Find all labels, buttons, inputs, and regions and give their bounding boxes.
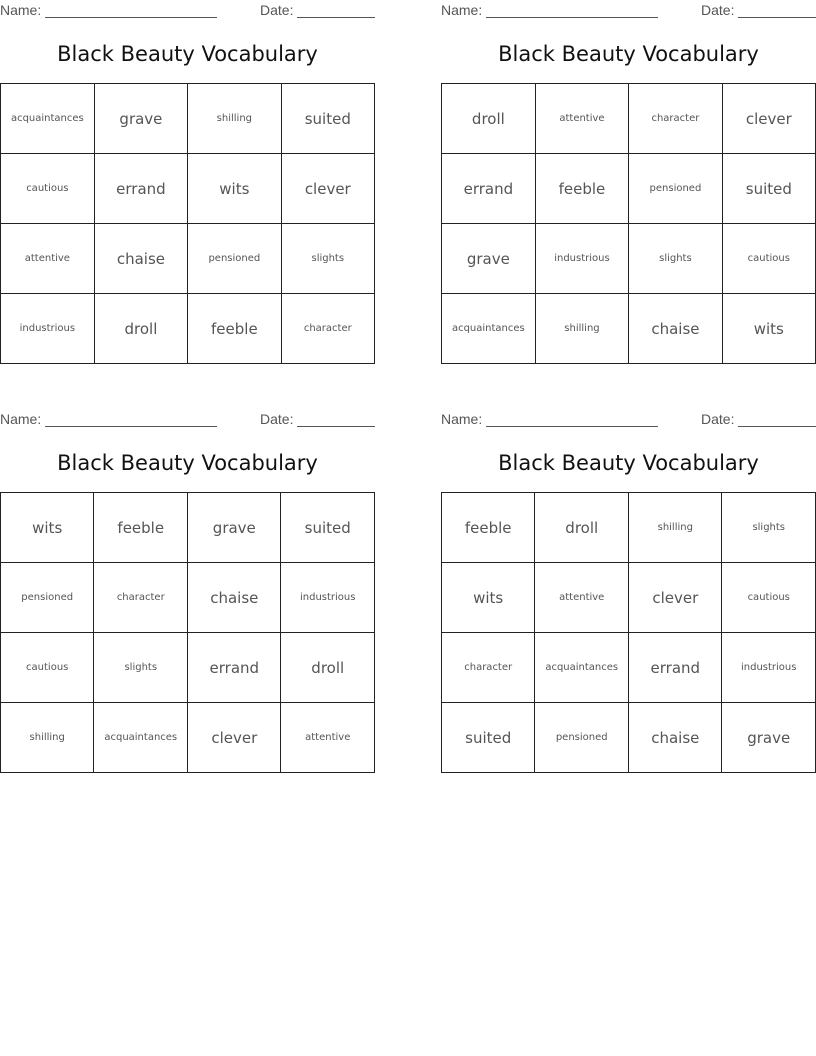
grid-cell: wits xyxy=(188,154,281,224)
date-label: Date: xyxy=(701,411,735,427)
grid-cell: slights xyxy=(281,224,374,294)
name-date-row xyxy=(441,0,816,20)
grid-cell: feeble xyxy=(94,493,188,563)
grid-cell: errand xyxy=(188,633,281,703)
grid-cell: suited xyxy=(281,493,375,563)
card-title: Black Beauty Vocabulary xyxy=(57,42,318,66)
grid-cell: shilling xyxy=(188,84,281,154)
grid-row xyxy=(1,294,375,364)
grid-cell: shilling xyxy=(629,493,722,563)
bingo-card-4 xyxy=(441,409,816,747)
grid-cell: attentive xyxy=(1,224,95,294)
grid-cell: feeble xyxy=(188,294,281,364)
name-label: Name: xyxy=(441,2,483,18)
grid-cell: chaise xyxy=(94,224,187,294)
grid-cell: grave xyxy=(442,224,536,294)
grid-cell: pensioned xyxy=(535,703,629,773)
date-label: Date: xyxy=(701,2,735,18)
grid-row xyxy=(1,84,375,154)
grid-cell: slights xyxy=(94,633,188,703)
grid-cell: feeble xyxy=(535,154,628,224)
grid-cell: industrious xyxy=(535,224,628,294)
name-date-row xyxy=(441,409,816,429)
grid-cell: cautious xyxy=(722,224,815,294)
grid-cell: acquaintances xyxy=(442,294,536,364)
date-blank-line xyxy=(738,17,816,18)
grid-cell: attentive xyxy=(535,84,628,154)
grid-cell: character xyxy=(442,633,535,703)
name-label: Name: xyxy=(441,411,483,427)
grid-row xyxy=(442,294,816,364)
grid-cell: slights xyxy=(629,224,722,294)
grid-cell: acquaintances xyxy=(535,633,629,703)
grid-cell: wits xyxy=(442,563,535,633)
grid-cell: suited xyxy=(442,703,535,773)
grid-cell: droll xyxy=(94,294,187,364)
grid-cell: cautious xyxy=(722,563,816,633)
name-label: Name: xyxy=(0,411,42,427)
grid-cell: cautious xyxy=(1,633,94,703)
name-blank-line xyxy=(45,426,217,427)
grid-cell: grave xyxy=(188,493,281,563)
vocabulary-grid xyxy=(0,83,375,364)
grid-cell: chaise xyxy=(629,703,722,773)
grid-cell: pensioned xyxy=(1,563,94,633)
grid-row xyxy=(442,154,816,224)
bingo-card-1 xyxy=(0,0,375,338)
grid-row xyxy=(442,224,816,294)
grid-cell: droll xyxy=(442,84,536,154)
grid-row xyxy=(442,493,816,563)
grid-cell: shilling xyxy=(1,703,94,773)
grid-row xyxy=(1,633,375,703)
grid-cell: attentive xyxy=(535,563,629,633)
grid-cell: errand xyxy=(629,633,722,703)
grid-cell: character xyxy=(629,84,722,154)
grid-cell: suited xyxy=(722,154,815,224)
grid-cell: errand xyxy=(442,154,536,224)
grid-cell: chaise xyxy=(629,294,722,364)
name-blank-line xyxy=(486,17,658,18)
grid-cell: acquaintances xyxy=(94,703,188,773)
grid-row xyxy=(442,84,816,154)
grid-cell: droll xyxy=(535,493,629,563)
grid-cell: grave xyxy=(94,84,187,154)
grid-cell: acquaintances xyxy=(1,84,95,154)
grid-cell: industrious xyxy=(722,633,816,703)
grid-row xyxy=(442,703,816,773)
grid-cell: feeble xyxy=(442,493,535,563)
grid-cell: droll xyxy=(281,633,375,703)
date-label: Date: xyxy=(260,2,294,18)
grid-cell: errand xyxy=(94,154,187,224)
grid-cell: cautious xyxy=(1,154,95,224)
grid-cell: clever xyxy=(188,703,281,773)
date-label: Date: xyxy=(260,411,294,427)
name-blank-line xyxy=(486,426,658,427)
grid-row xyxy=(1,703,375,773)
vocabulary-grid xyxy=(441,83,816,364)
grid-row xyxy=(1,154,375,224)
grid-cell: clever xyxy=(629,563,722,633)
grid-cell: shilling xyxy=(535,294,628,364)
grid-row xyxy=(1,493,375,563)
date-blank-line xyxy=(297,17,375,18)
grid-cell: character xyxy=(281,294,374,364)
card-title: Black Beauty Vocabulary xyxy=(57,451,318,475)
grid-cell: slights xyxy=(722,493,816,563)
grid-cell: pensioned xyxy=(188,224,281,294)
vocabulary-grid xyxy=(441,492,816,773)
grid-cell: attentive xyxy=(281,703,375,773)
date-blank-line xyxy=(738,426,816,427)
grid-cell: wits xyxy=(722,294,815,364)
bingo-card-2 xyxy=(441,0,816,338)
grid-row xyxy=(1,563,375,633)
name-date-row xyxy=(0,409,375,429)
name-label: Name: xyxy=(0,2,42,18)
grid-row xyxy=(442,563,816,633)
grid-cell: clever xyxy=(281,154,374,224)
card-title: Black Beauty Vocabulary xyxy=(498,42,759,66)
grid-cell: industrious xyxy=(281,563,375,633)
card-title: Black Beauty Vocabulary xyxy=(498,451,759,475)
name-date-row xyxy=(0,0,375,20)
grid-cell: grave xyxy=(722,703,816,773)
grid-cell: clever xyxy=(722,84,815,154)
grid-cell: industrious xyxy=(1,294,95,364)
bingo-card-3 xyxy=(0,409,375,747)
grid-row xyxy=(442,633,816,703)
name-blank-line xyxy=(45,17,217,18)
grid-cell: pensioned xyxy=(629,154,722,224)
date-blank-line xyxy=(297,426,375,427)
grid-cell: chaise xyxy=(188,563,281,633)
grid-cell: wits xyxy=(1,493,94,563)
grid-cell: suited xyxy=(281,84,374,154)
vocabulary-grid xyxy=(0,492,375,773)
grid-row xyxy=(1,224,375,294)
grid-cell: character xyxy=(94,563,188,633)
